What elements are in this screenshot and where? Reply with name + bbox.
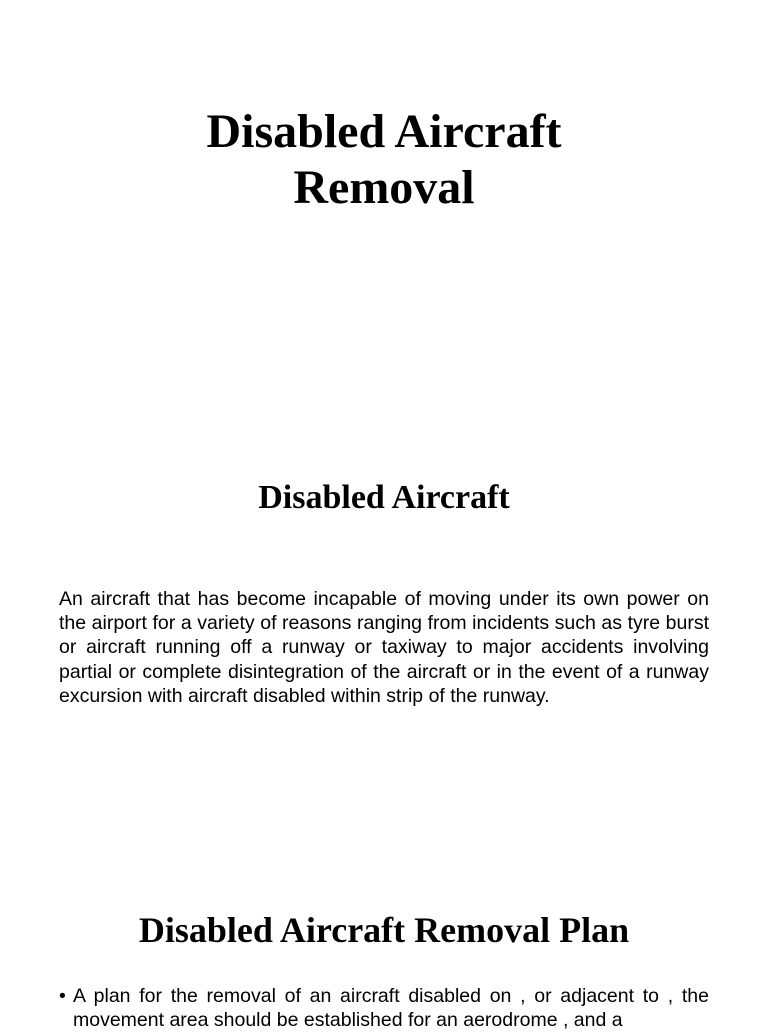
title-line-1: Disabled Aircraft [206,105,562,158]
slide-title-removal-plan: Disabled Aircraft Removal Plan [138,910,630,950]
bullet-text: A plan for the removal of an aircraft disabled on , or adjacent to , the movement area should be established for an aerodrome , and a [73,985,709,1032]
slide-title-disabled-aircraft: Disabled Aircraft [258,479,510,516]
definition-paragraph: An aircraft that has become incapable of moving under its own power on the airport for a variety of reasons ranging from incidents such as tyre burst or aircraft running off a runway or taxiway to major accidents involving partial or complete disintegration of the aircraft or in the event of a runway excursion with aircraft disabled within strip of the runway. [59,588,709,707]
bullet-icon: • [59,985,66,1007]
slide-title-disabled-aircraft-removal [0,104,768,216]
title-line-2: Removal [293,161,475,214]
bullet-item [59,984,709,1032]
